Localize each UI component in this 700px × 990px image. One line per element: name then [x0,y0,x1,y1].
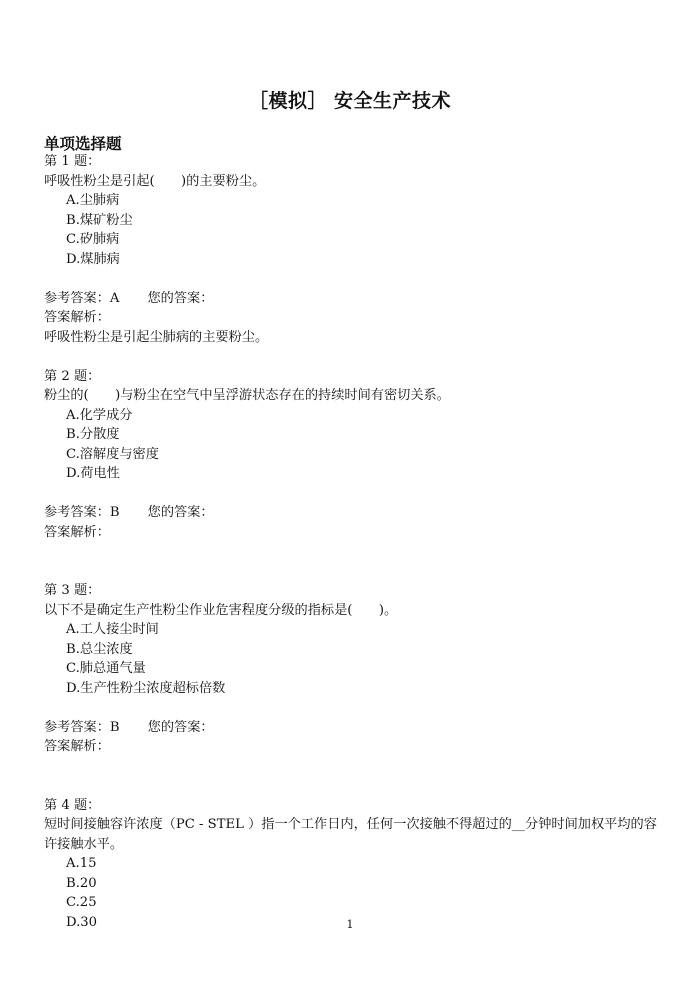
question-3 [44,581,664,757]
option-c: C.25 [66,895,97,910]
option-c: C.溶解度与密度 [66,446,159,462]
option-c: C.矽肺病 [66,232,120,247]
question-2 [44,367,664,543]
question-number: 第 1 题： [44,154,101,169]
option-b: B.分散度 [66,427,120,442]
option-b: B.总尘浓度 [66,641,133,657]
your-answer-label: 您的答案： [147,505,214,520]
question-stem: 粉尘的( )与粉尘在空气中呈浮游状态存在的持续时间有密切关系。 [44,388,450,403]
question-list [44,152,664,932]
analysis-label: 答案解析： [44,310,110,325]
analysis-label: 答案解析： [44,524,110,540]
option-a: A.15 [66,856,97,871]
answer-row [44,718,664,738]
question-number: 第 3 题： [44,583,101,598]
option-b: B.20 [66,875,97,891]
answer-row [44,289,664,309]
your-answer-label: 您的答案： [147,290,214,306]
question-stem: 以下不是确定生产性粉尘作业危害程度分级的指标是( )。 [44,602,398,618]
question-number: 第 2 题： [44,368,101,384]
option-a: A.化学成分 [66,407,133,423]
option-d: D.煤肺病 [66,251,120,267]
question-number: 第 4 题： [44,797,101,813]
option-d: D.荷电性 [66,466,120,481]
section-heading: 单项选择题 [44,135,122,153]
question-stem: 呼吸性粉尘是引起( )的主要粉尘。 [44,173,266,189]
question-1 [44,152,664,347]
option-c: C.肺总通气量 [66,661,146,676]
answer-row [44,503,664,523]
your-answer-label: 您的答案： [147,719,214,735]
page-number: 1 [346,918,354,931]
option-d: D.生产性粉尘浓度超标倍数 [66,680,226,696]
question-4 [44,796,664,933]
analysis-label: 答案解析： [44,739,110,754]
reference-answer: 参考答案：A [44,290,120,306]
option-b: B.煤矿粉尘 [66,212,133,228]
analysis-text: 呼吸性粉尘是引起尘肺病的主要粉尘。 [44,329,269,345]
reference-answer: 参考答案：B [44,505,120,520]
option-a: A.工人接尘时间 [66,622,159,637]
reference-answer: 参考答案：B [44,719,120,735]
option-d: D.30 [66,914,98,930]
document-title: ［模拟］ 安全生产技术 [248,90,452,112]
question-stem: 短时间接触容许浓度（PC - STEL ）指一个工作日内，任何一次接触不得超过的__分钟时间加权平均的容许接触水平。 [44,817,657,852]
option-a: A.尘肺病 [66,193,120,208]
